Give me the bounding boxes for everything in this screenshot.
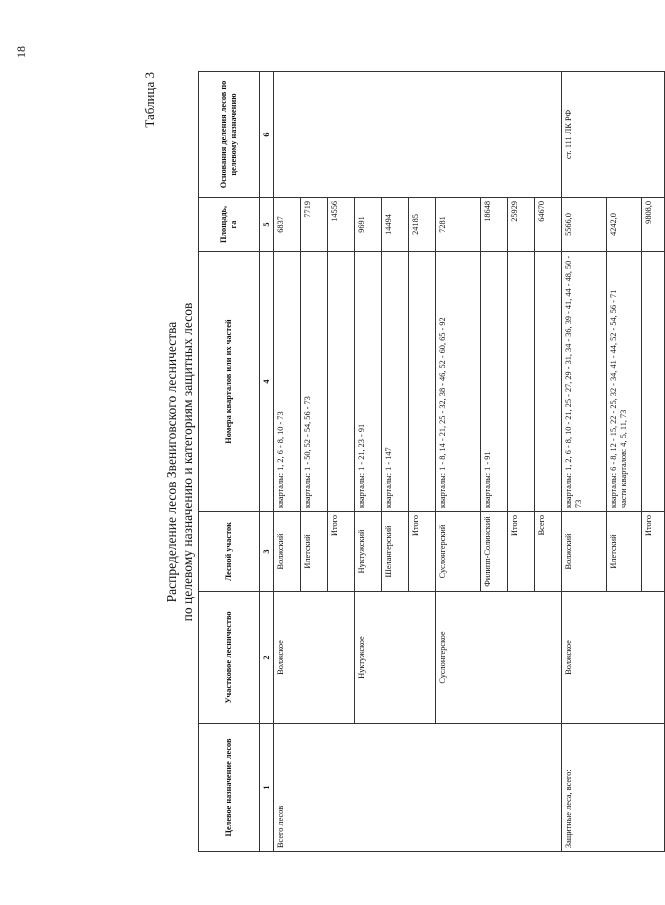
quarters-cell: кварталы: 1, 2, 6 - 8, 10 - 21, 25 - 27, 29 - 31, 34 - 36, 39 - 41, 44 - 48, 50 - 73 <box>562 252 607 512</box>
quarters-line: кварталы: 6 - 8, 12 - 15, 22 - 25, 32 - 34, 41 - 44, 52 - 54, 56 - 71 <box>609 289 618 508</box>
site-cell: Волжский <box>562 512 607 592</box>
area-cell: 9691 <box>355 198 382 252</box>
division-cell: Нуктужское <box>355 592 436 724</box>
column-number: 4 <box>260 252 274 512</box>
site-cell: Нуктужский <box>355 512 382 592</box>
site-cell: Итого <box>409 512 436 592</box>
area-cell: 25929 <box>508 198 535 252</box>
table-row <box>274 72 301 852</box>
basis-cell: ст. 111 ЛК РФ <box>562 72 665 198</box>
division-cell: Суслонгерское <box>436 592 562 724</box>
header-cell: Площадь, га <box>199 198 260 252</box>
purpose-cell: Всего лесов <box>274 724 562 852</box>
site-cell: Итого <box>508 512 535 592</box>
quarters-cell <box>535 252 562 512</box>
quarters-cell: кварталы: 1 - 50, 52 - 54, 56 - 73 <box>301 252 328 512</box>
purpose-cell: Защитные леса, всего: <box>562 724 665 852</box>
area-cell: 64670 <box>535 198 562 252</box>
column-number: 6 <box>260 72 274 198</box>
forest-distribution-table <box>198 72 665 852</box>
area-cell: 5566,0 <box>562 198 607 252</box>
quarters-cell: кварталы: 1, 2, 6 - 8, 10 - 73 <box>274 252 301 512</box>
column-number: 3 <box>260 512 274 592</box>
area-cell: 18648 <box>481 198 508 252</box>
site-cell: Волжский <box>274 512 301 592</box>
quarters-cell <box>409 252 436 512</box>
area-cell: 7281 <box>436 198 481 252</box>
header-cell: Номера кварталов или их частей <box>199 252 260 512</box>
site-cell: Итого <box>642 512 665 592</box>
area-cell: 14494 <box>382 198 409 252</box>
column-number-row <box>260 72 274 852</box>
page-number: 18 <box>14 46 28 58</box>
table-title <box>164 72 196 852</box>
site-cell: Илетский <box>607 512 642 592</box>
quarters-cell: кварталы: 1 - 8, 14 - 21, 25 - 32, 38 - 46, 52 - 60, 65 - 92 <box>436 252 481 512</box>
area-cell: 14556 <box>328 198 355 252</box>
header-row <box>199 72 260 852</box>
column-number: 1 <box>260 724 274 852</box>
site-cell: Итого <box>328 512 355 592</box>
header-cell: Лесной участок <box>199 512 260 592</box>
quarters-cell: кварталы: 1 - 91 <box>481 252 508 512</box>
table-label: Таблица 3 <box>142 72 157 128</box>
area-cell: 9808,0 <box>642 198 665 252</box>
title-line-2: по целевому назначению и категориям защитных лесов <box>180 302 195 622</box>
area-cell: 24185 <box>409 198 436 252</box>
column-number: 2 <box>260 592 274 724</box>
quarters-cell <box>642 252 665 512</box>
site-cell: Всего <box>535 512 562 592</box>
division-cell: Волжское <box>274 592 355 724</box>
site-cell: Шелангерский <box>382 512 409 592</box>
quarters-cell: кварталы: 1 - 21, 23 - 91 <box>355 252 382 512</box>
header-cell: Основания деления лесов по целевому назначению <box>199 72 260 198</box>
data-table <box>198 71 665 852</box>
quarters-extra-line: части кварталов: 4, 5, 11, 73 <box>619 409 628 508</box>
basis-cell-empty <box>274 72 562 198</box>
site-cell: Илетский <box>301 512 328 592</box>
header-cell: Участковое лесничество <box>199 592 260 724</box>
area-cell: 4242,0 <box>607 198 642 252</box>
site-cell: Филипп-Солинский <box>481 512 508 592</box>
quarters-cell <box>508 252 535 512</box>
quarters-cell: кварталы: 1 - 147 <box>382 252 409 512</box>
division-cell: Волжское <box>562 592 665 724</box>
area-cell: 7719 <box>301 198 328 252</box>
rotated-page-content <box>140 72 653 852</box>
site-cell: Суслонгерский <box>436 512 481 592</box>
quarters-cell <box>607 252 642 512</box>
column-number: 5 <box>260 198 274 252</box>
header-cell: Целевое назначение лесов <box>199 724 260 852</box>
table-row <box>562 72 607 852</box>
area-cell: 6837 <box>274 198 301 252</box>
quarters-cell <box>328 252 355 512</box>
title-line-1: Распределение лесов Звениговского лесничества <box>164 321 179 603</box>
